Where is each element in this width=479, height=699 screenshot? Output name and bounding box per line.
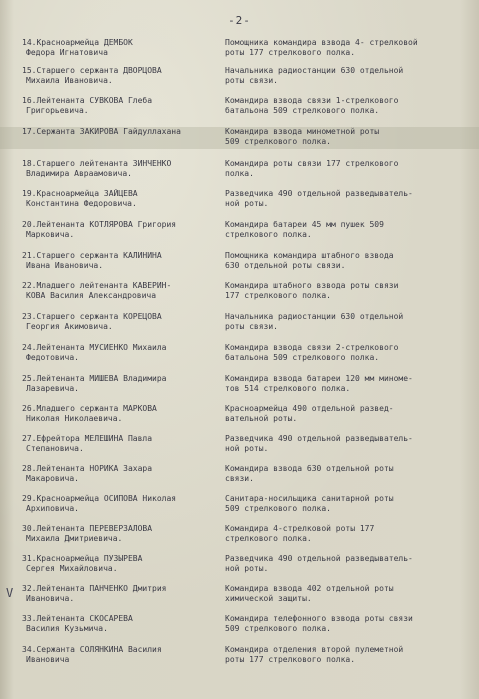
person-name (22, 343, 222, 363)
position-description (225, 159, 475, 179)
person-name-line-1: 21.Старшего сержанта КАЛИНИНА (22, 251, 162, 260)
person-name-line-1: 20.Лейтенанта КОТЛЯРОВА Григория (22, 220, 177, 229)
list-item (0, 38, 479, 60)
person-name-line-2: Макаровича. (26, 474, 79, 483)
position-line-2: роты 177 стрелкового полка. (225, 655, 356, 664)
position-line-1: Разведчика 490 отдельной разведыватель- (225, 189, 413, 198)
position-line-2: 509 стрелкового полка. (225, 137, 331, 146)
person-name-line-1: 17.Сержанта ЗАКИРОВА Гайдуллахана (22, 127, 181, 136)
position-line-2: ной роты. (225, 199, 269, 208)
person-name-line-2: Лазаревича. (26, 384, 79, 393)
position-line-1: Красноармейца 490 отдельной развед- (225, 404, 394, 413)
person-name (22, 404, 222, 424)
position-description (225, 524, 475, 544)
person-name-line-2: Сергея Михайловича. (26, 564, 118, 573)
person-name-line-1: 28.Лейтенанта НОРИКА Захара (22, 464, 153, 473)
person-name (22, 251, 222, 271)
position-description (225, 220, 475, 240)
position-line-1: Командира отделения второй пулеметной (225, 645, 404, 654)
person-name (22, 554, 222, 574)
position-line-2: ной роты. (225, 444, 269, 453)
position-description (225, 464, 475, 484)
person-name-line-2: Константина Федоровича. (26, 199, 137, 208)
position-line-1: Помощника командира взвода 4- стрелковой (225, 38, 418, 47)
position-description (225, 374, 475, 394)
person-name-line-2: Василия Кузьмича. (26, 624, 108, 633)
person-name-line-1: 26.Младшего сержанта МАРКОВА (22, 404, 157, 413)
person-name-line-2: Федотовича. (26, 353, 79, 362)
position-line-1: Начальника радиостанции 630 отдельной (225, 66, 404, 75)
list-item (0, 584, 479, 606)
position-description (225, 251, 475, 271)
position-line-1: Командира взвода батареи 120 мм миноме- (225, 374, 413, 383)
person-name-line-1: 18.Старшего лейтенанта ЗИНЧЕНКО (22, 159, 172, 168)
position-line-1: Командира взвода связи 1-стрелкового (225, 96, 399, 105)
position-description (225, 584, 475, 604)
list-item (0, 524, 479, 546)
person-name (22, 464, 222, 484)
person-name-line-2: Федора Игнатовича (26, 48, 108, 57)
person-name-line-2: Георгия Акимовича. (26, 322, 113, 331)
position-line-2: 509 стрелкового полка. (225, 624, 331, 633)
person-name-line-2: Владимира Авраамовича. (26, 169, 132, 178)
person-name-line-2: Михаила Дмитриевича. (26, 534, 123, 543)
position-line-1: Разведчика 490 отдельной разведыватель- (225, 434, 413, 443)
person-name (22, 614, 222, 634)
person-name-line-1: 31.Красноармейца ПУЗЫРЕВА (22, 554, 143, 563)
person-name (22, 494, 222, 514)
person-name-line-1: 29.Красноармейца ОСИПОВА Николая (22, 494, 177, 503)
position-line-2: тов 514 стрелкового полка. (225, 384, 351, 393)
position-line-2: стрелкового полка. (225, 230, 312, 239)
person-name-line-1: 32.Лейтенанта ПАНЧЕНКО Дмитрия (22, 584, 167, 593)
person-name-line-1: 22.Младшего лейтенанта КАВЕРИН- (22, 281, 172, 290)
person-name (22, 645, 222, 665)
position-line-2: 177 стрелкового полка. (225, 291, 331, 300)
list-item (0, 343, 479, 365)
person-name-line-1: 24.Лейтенанта МУСИЕНКО Михаила (22, 343, 167, 352)
position-description (225, 645, 475, 665)
list-item (0, 96, 479, 118)
list-item (0, 127, 479, 149)
person-name (22, 66, 222, 86)
person-name (22, 38, 222, 58)
person-name (22, 189, 222, 209)
person-name-line-1: 19.Красноармейца ЗАЙЦЕВА (22, 189, 138, 198)
position-line-1: Помощника командира штабного взвода (225, 251, 394, 260)
position-line-1: Командира взвода 630 отдельной роты (225, 464, 394, 473)
position-line-1: Командира взвода связи 2-стрелкового (225, 343, 399, 352)
position-description (225, 494, 475, 514)
margin-check-mark: V (6, 586, 14, 600)
person-name-line-2: Архиповича. (26, 504, 79, 513)
position-line-1: Командира телефонного взвода роты связи (225, 614, 413, 623)
person-name-line-1: 27.Ефрейтора МЕЛЕШИНА Павла (22, 434, 153, 443)
list-item (0, 251, 479, 273)
position-description (225, 343, 475, 363)
person-name-line-2: Ивановича (26, 655, 70, 664)
list-item (0, 614, 479, 636)
person-name-line-1: 30.Лейтенанта ПЕРЕВЕРЗАЛОВА (22, 524, 153, 533)
list-item (0, 220, 479, 242)
position-line-2: роты связи. (225, 322, 278, 331)
person-name-line-2: Григорьевича. (26, 106, 89, 115)
person-name-line-2: Ивановича. (26, 594, 75, 603)
position-line-2: 509 стрелкового полка. (225, 504, 331, 513)
position-line-1: Санитара-носильщика санитарной роты (225, 494, 394, 503)
person-name-line-1: 25.Лейтенанта МИШЕВА Владимира (22, 374, 167, 383)
person-name-line-2: Михаила Ивановича. (26, 76, 113, 85)
position-line-1: Командира штабного взвода роты связи (225, 281, 399, 290)
position-line-1: Командира взвода минометной роты (225, 127, 380, 136)
person-name-line-1: 34.Сержанта СОЛЯНКИНА Василия (22, 645, 162, 654)
position-description (225, 614, 475, 634)
list-item (0, 645, 479, 667)
position-line-1: Разведчика 490 отдельной разведыватель- (225, 554, 413, 563)
list-item (0, 281, 479, 303)
person-name (22, 374, 222, 394)
list-item (0, 374, 479, 396)
position-description (225, 66, 475, 86)
position-description (225, 554, 475, 574)
list-item (0, 312, 479, 334)
person-name (22, 159, 222, 179)
person-name-line-1: 16.Лейтенанта СУВКОВА Глеба (22, 96, 153, 105)
person-name (22, 312, 222, 332)
position-description (225, 127, 475, 147)
person-name-line-2: Ивана Ивановича. (26, 261, 104, 270)
position-line-2: 630 отдельной роты связи. (225, 261, 346, 270)
person-name-line-1: 15.Старшего сержанта ДВОРЦОВА (22, 66, 162, 75)
list-item (0, 554, 479, 576)
position-line-1: Командира взвода 402 отдельной роты (225, 584, 394, 593)
list-item (0, 159, 479, 181)
position-description (225, 38, 475, 58)
position-line-1: Командира 4-стрелковой роты 177 (225, 524, 375, 533)
position-line-2: роты связи. (225, 76, 278, 85)
position-description (225, 281, 475, 301)
person-name (22, 96, 222, 116)
person-name-line-2: Марковича. (26, 230, 75, 239)
person-name (22, 584, 222, 604)
person-name-line-2: Степановича. (26, 444, 84, 453)
person-name-line-2: Николая Николаевича. (26, 414, 123, 423)
position-line-1: Начальника радиостанции 630 отдельной (225, 312, 404, 321)
list-item (0, 66, 479, 88)
person-name (22, 127, 222, 137)
position-description (225, 312, 475, 332)
position-line-2: связи. (225, 474, 254, 483)
position-line-2: ной роты. (225, 564, 269, 573)
list-item (0, 189, 479, 211)
list-item (0, 434, 479, 456)
position-description (225, 404, 475, 424)
person-name-line-1: 14.Красноармейца ДЕМБОК (22, 38, 133, 47)
position-line-2: вательной роты. (225, 414, 298, 423)
position-line-2: полка. (225, 169, 254, 178)
page-number: -2- (228, 14, 251, 27)
person-name (22, 524, 222, 544)
position-line-1: Командира роты связи 177 стрелкового (225, 159, 399, 168)
position-line-2: стрелкового полка. (225, 534, 312, 543)
person-name (22, 434, 222, 454)
position-line-2: батальона 509 стрелкового полка. (225, 353, 380, 362)
person-name (22, 220, 222, 240)
list-item (0, 404, 479, 426)
position-line-1: Командира батареи 45 мм пушек 509 (225, 220, 384, 229)
position-line-2: батальона 509 стрелкового полка. (225, 106, 380, 115)
person-name-line-1: 33.Лейтенанта СКОСАРЕВА (22, 614, 133, 623)
position-line-2: роты 177 стрелкового полка. (225, 48, 356, 57)
person-name-line-1: 23.Старшего сержанта КОРЕЦОВА (22, 312, 162, 321)
person-name (22, 281, 222, 301)
person-name-line-2: КОВА Василия Александровича (26, 291, 157, 300)
position-line-2: химической защиты. (225, 594, 312, 603)
position-description (225, 434, 475, 454)
position-description (225, 189, 475, 209)
position-description (225, 96, 475, 116)
list-item (0, 494, 479, 516)
list-item (0, 464, 479, 486)
